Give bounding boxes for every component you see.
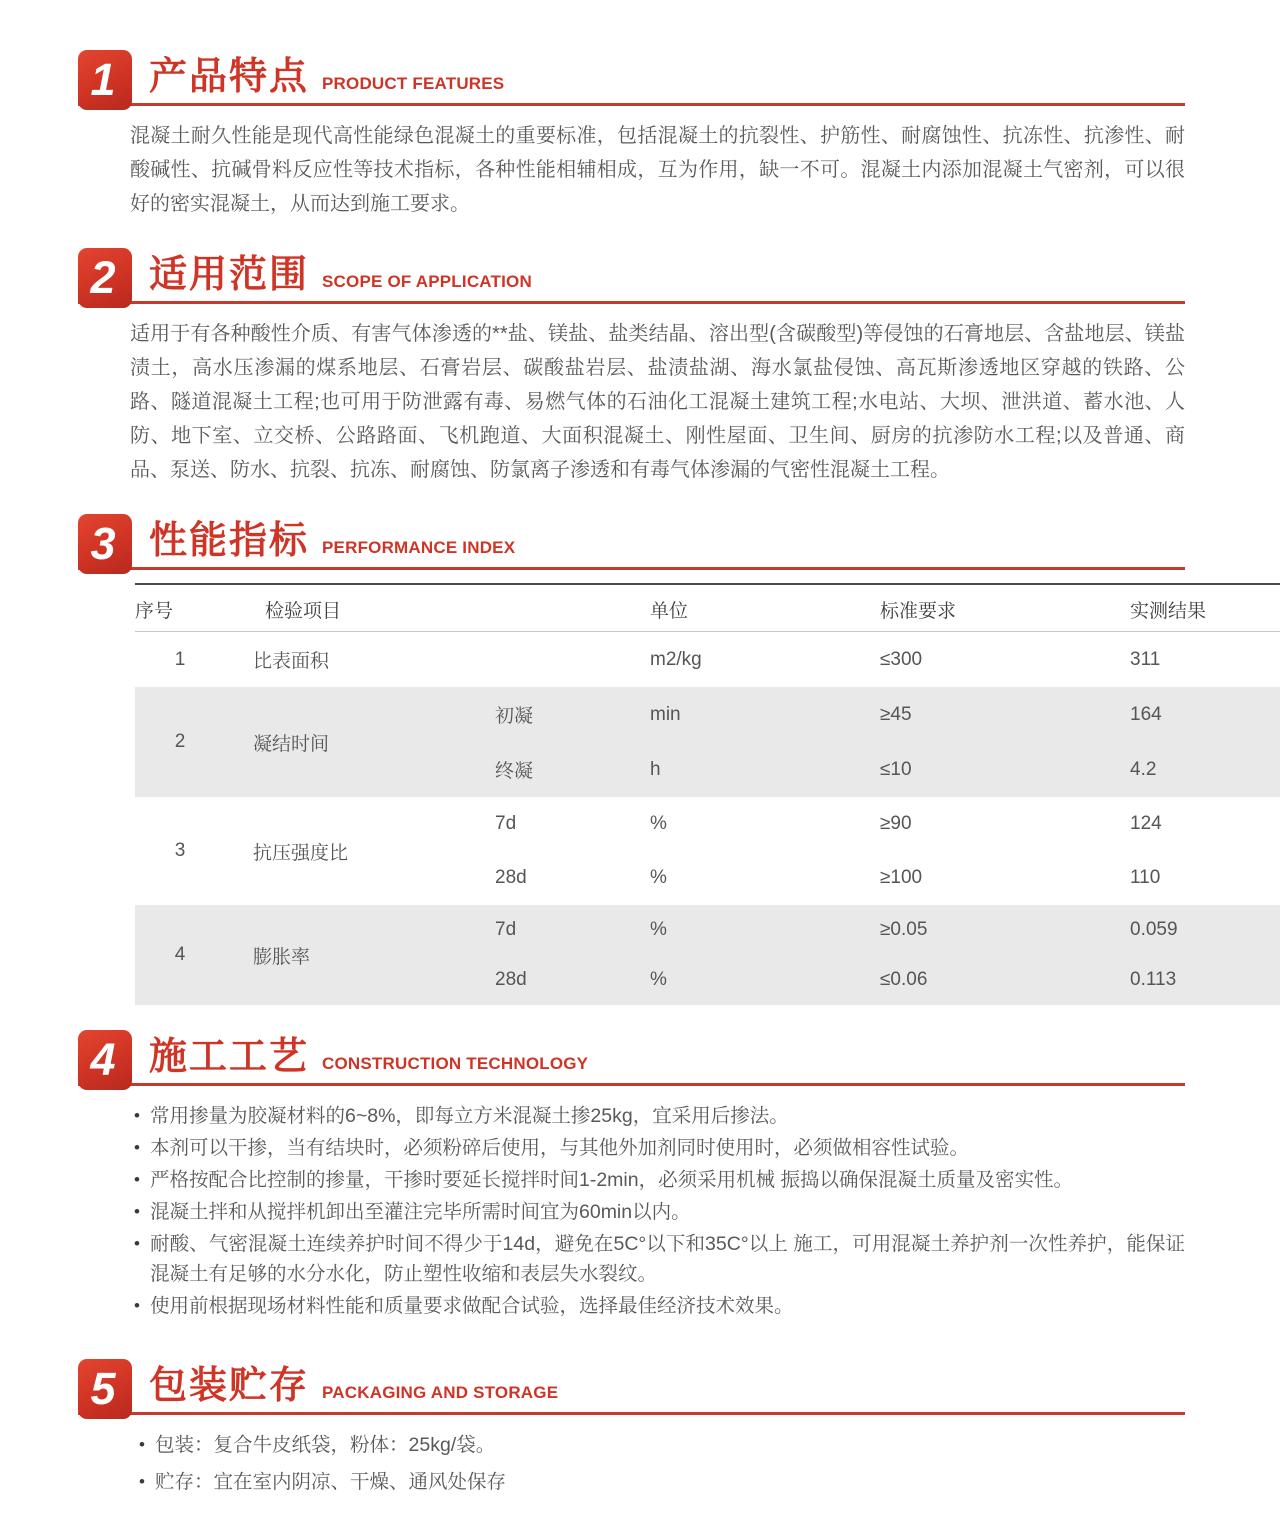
- cell-result: 0.059: [1115, 905, 1280, 955]
- cell-item: 抗压强度比: [253, 842, 349, 864]
- col-header-sub: [480, 584, 635, 632]
- section3-number-badge: 3: [78, 514, 132, 574]
- cell-item: 膨胀率: [225, 905, 480, 1005]
- section4-header: [78, 1030, 1185, 1086]
- section-product-features: [78, 50, 1185, 221]
- performance-table: [135, 583, 1280, 1005]
- cell-unit: m2/kg: [650, 648, 702, 670]
- section5-title-en: PACKAGING AND STORAGE: [322, 1383, 559, 1402]
- cell-requirement: ≥0.05: [860, 905, 1115, 955]
- cell-requirement: ≥90: [880, 813, 912, 834]
- cell-sub: 28d: [480, 955, 635, 1005]
- section4-number-badge: 4: [78, 1030, 132, 1090]
- bullet-item: • 常用掺量为胶凝材料的6~8%，即每立方米混凝土掺25kg，宜采用后掺法。: [133, 1101, 1185, 1131]
- cell-no: 1: [174, 648, 186, 670]
- cell-result: 110: [1130, 867, 1161, 888]
- cell-sub: 28d: [495, 867, 527, 888]
- cell-item: 比表面积: [253, 651, 330, 672]
- bullet-item: • 本剂可以干掺，当有结块时，必须粉碎后使用，与其他外加剂同时使用时，必须做相容性试验。: [133, 1133, 1185, 1163]
- cell-result: 124: [1130, 813, 1162, 834]
- section-construction-technology: [78, 1030, 1185, 1321]
- cell-unit: h: [635, 742, 860, 797]
- cell-unit: %: [650, 867, 667, 888]
- section5-titles: [149, 1367, 558, 1412]
- section4-title-en: CONSTRUCTION TECHNOLOGY: [322, 1054, 589, 1073]
- cell-no: 4: [135, 905, 225, 1005]
- section1-title-en: PRODUCT FEATURES: [322, 74, 505, 93]
- table-header-row: [135, 584, 1280, 632]
- col-header-requirement: 标准要求: [880, 601, 957, 622]
- section3-titles: [149, 522, 515, 567]
- section4-titles: [149, 1038, 588, 1083]
- cell-requirement: ≤300: [880, 648, 923, 670]
- section1-number-badge: 1: [78, 50, 132, 110]
- section2-titles: [149, 256, 532, 301]
- section5-title-cn: 包装贮存: [149, 1365, 310, 1407]
- cell-sub: 终凝: [480, 742, 635, 797]
- cell-sub: 7d: [495, 813, 517, 834]
- section3-title-en: PERFORMANCE INDEX: [322, 538, 516, 557]
- cell-sub: 7d: [480, 905, 635, 955]
- section2-header: [78, 248, 1185, 304]
- section3-title-cn: 性能指标: [149, 520, 310, 562]
- section3-header: [78, 514, 1185, 570]
- table-row: [135, 632, 1280, 688]
- cell-unit: %: [635, 905, 860, 955]
- col-header-unit: 单位: [650, 601, 689, 622]
- cell-no: 2: [135, 687, 225, 797]
- cell-requirement: ≤10: [860, 742, 1115, 797]
- bullet-item: • 严格按配合比控制的掺量，干掺时要延长搅拌时间1-2min，必须采用机械 振捣以确保混凝土质量及密实性。: [133, 1165, 1185, 1195]
- section2-title-cn: 适用范围: [149, 254, 310, 296]
- cell-unit: %: [635, 955, 860, 1005]
- col-header-result: 实测结果: [1130, 601, 1207, 622]
- section2-paragraph: 适用于有各种酸性介质、有害气体渗透的**盐、镁盐、盐类结晶、溶出型(含碳酸型)等侵蚀的石膏地层、含盐地层、镁盐渍土，高水压渗漏的煤系地层、石膏岩层、碳酸盐岩层、盐渍盐湖、海水氯盐侵蚀、高瓦斯渗透地区穿越的铁路、公路、隧道混凝土工程;也可用于防泄露有毒、易燃气体的石油化工混凝土建筑工程;水电站、大坝、泄洪道、蓄水池、人防、地下室、立交桥、公路路面、飞机跑道、大面积混凝土、刚性屋面、卫生间、厨房的抗渗防水工程;以及普通、商品、泵送、防水、抗裂、抗冻、耐腐蚀、防氯离子渗透和有毒气体渗漏的气密性混凝土工程。: [130, 323, 1185, 481]
- cell-requirement: ≥45: [860, 687, 1115, 742]
- cell-sub: [480, 632, 635, 688]
- section5-header: [78, 1359, 1185, 1415]
- cell-no: 3: [174, 840, 186, 861]
- cell-item: 凝结时间: [225, 687, 480, 797]
- section-packaging-and-storage: [78, 1359, 1185, 1497]
- cell-result: 0.113: [1115, 955, 1280, 1005]
- cell-result: 311: [1130, 648, 1161, 670]
- section1-titles: [149, 58, 504, 103]
- col-header-no: 序号: [135, 601, 174, 622]
- section4-title-cn: 施工工艺: [149, 1036, 310, 1078]
- bullet-item: • 耐酸、气密混凝土连续养护时间不得少于14d，避免在5C°以下和35C°以上 施工，可用混凝土养护剂一次性养护，能保证混凝土有足够的水分水化，防止塑性收缩和表层失水裂纹。: [133, 1229, 1185, 1289]
- cell-sub: 初凝: [480, 687, 635, 742]
- section1-header: [78, 50, 1185, 106]
- section-scope-of-application: [78, 248, 1185, 487]
- cell-result: 4.2: [1115, 742, 1280, 797]
- table-row: [135, 905, 1280, 955]
- cell-requirement: ≥100: [880, 867, 923, 888]
- section2-number-badge: 2: [78, 248, 132, 308]
- packaging-bullet-list: [138, 1430, 1185, 1497]
- col-header-item: 检验项目: [265, 601, 342, 622]
- bullet-item: • 包装：复合牛皮纸袋，粉体：25kg/袋。: [138, 1430, 1185, 1460]
- cell-requirement: ≤0.06: [860, 955, 1115, 1005]
- cell-unit: min: [635, 687, 860, 742]
- table-row: [135, 687, 1280, 742]
- bullet-item: • 使用前根据现场材料性能和质量要求做配合试验，选择最佳经济技术效果。: [133, 1291, 1185, 1321]
- section1-title-cn: 产品特点: [149, 56, 310, 98]
- table-row: [135, 797, 1280, 851]
- cell-result: 164: [1115, 687, 1280, 742]
- section1-paragraph: 混凝土耐久性能是现代高性能绿色混凝土的重要标准，包括混凝土的抗裂性、护筋性、耐腐蚀性、抗冻性、抗渗性、耐酸碱性、抗碱骨料反应性等技术指标，各种性能相辅相成，互为作用，缺一不可。混凝土内添加混凝土气密剂，可以很好的密实混凝土，从而达到施工要求。: [130, 125, 1185, 215]
- construction-bullet-list: [133, 1101, 1185, 1321]
- cell-unit: %: [650, 813, 667, 834]
- bullet-item: • 贮存：宜在室内阴凉、干燥、通风处保存: [138, 1467, 1185, 1497]
- section-performance-index: [78, 514, 1207, 1005]
- section5-number-badge: 5: [78, 1359, 132, 1419]
- bullet-item: • 混凝土拌和从搅拌机卸出至灌注完毕所需时间宜为60min以内。: [133, 1197, 1185, 1227]
- section2-title-en: SCOPE OF APPLICATION: [322, 272, 532, 291]
